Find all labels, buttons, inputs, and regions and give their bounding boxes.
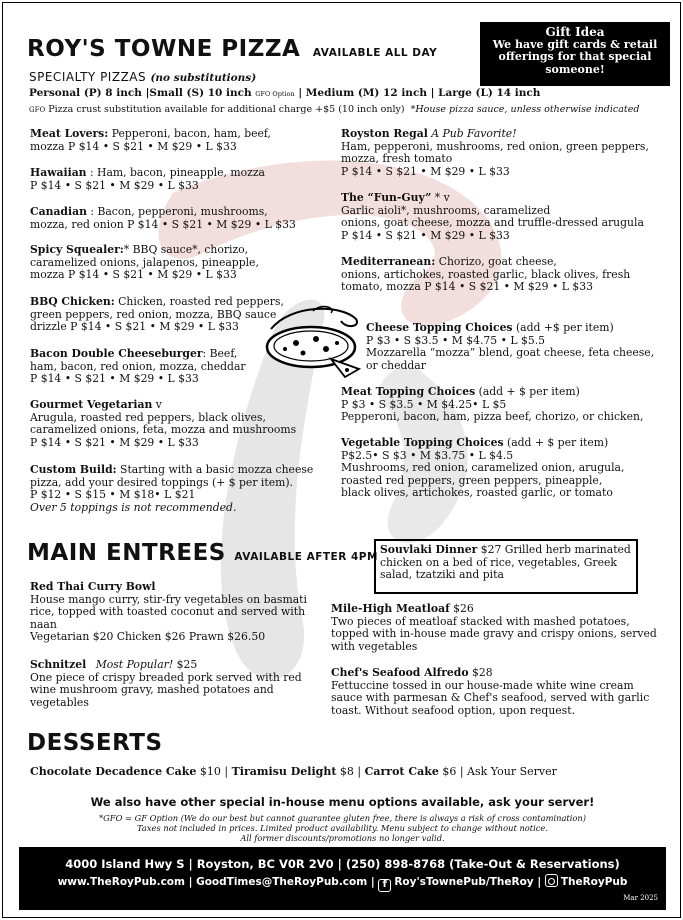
topping-price: P $3 • S $3.5 • M $4.25• L $5 bbox=[341, 397, 507, 411]
entrees-title: MAIN ENTREES bbox=[27, 540, 226, 566]
pizza-price: P $14 • S $21 • M $29 • L $33 bbox=[30, 372, 199, 386]
pizza-price: P $14 • S $21 • M $29 • L $33 bbox=[123, 217, 296, 231]
web-line: www.TheRoyPub.com | GoodTimes@TheRoyPub.com | f Roy'sTownePub/TheRoy | TheRoyPub bbox=[57, 876, 628, 890]
entree-price: $25 bbox=[173, 658, 198, 671]
entree-desc: Fettuccine tossed in our house-made white wine cream sauce with parmesan & Chef's seafood, served with garlic toast. Without seafood option, upon request. bbox=[331, 678, 650, 717]
pizza-item bbox=[341, 128, 649, 178]
entrees-available: AVAILABLE AFTER 4PM bbox=[234, 551, 378, 563]
pizza-name: Spicy Squealer: bbox=[30, 243, 124, 256]
entree-name: Souvlaki Dinner bbox=[380, 543, 478, 556]
topping-section bbox=[341, 437, 624, 500]
pizza-desc: Pepperoni, bacon, ham, beef, mozza bbox=[30, 127, 271, 153]
desserts-title: DESSERTS bbox=[27, 730, 163, 756]
pizza-desc: v Arugula, roasted red peppers, black olives, caramelized onions, feta, mozza and mushrooms bbox=[30, 398, 297, 437]
pizza-price: P $14 • S $21 • M $29 • L $33 bbox=[30, 178, 199, 192]
topping-add: (add + $ per item) bbox=[503, 436, 609, 449]
facebook-icon: f bbox=[378, 879, 391, 892]
special-options-note: We also have other special in-house menu options available, ask your server! bbox=[90, 795, 595, 809]
pizza-price: P $14 • S $21 • M $29 • L $33 bbox=[64, 268, 237, 282]
pizza-name: Mediterranean: bbox=[341, 255, 436, 268]
entree-name: Schnitzel bbox=[30, 658, 87, 671]
entree-price: Vegetarian $20 Chicken $26 Prawn $26.50 bbox=[30, 630, 266, 644]
taxes-disclaimer: Taxes not included in prices. Limited product availability. Menu subject to change without notice. bbox=[137, 823, 548, 833]
entree-item bbox=[30, 659, 302, 709]
pizza-price: P $12 • S $15 • M $18• L $21 bbox=[30, 488, 196, 502]
topping-desc: Mozzarella “mozza” blend, goat cheese, feta cheese, or cheddar bbox=[366, 346, 655, 372]
dessert-name: Carrot Cake bbox=[364, 765, 439, 778]
title-text: ROY'S TOWNE PIZZA bbox=[27, 36, 301, 62]
pizza-name: Hawaiian bbox=[30, 166, 87, 179]
souvlaki-box bbox=[374, 539, 638, 594]
topping-name: Vegetable Topping Choices bbox=[341, 436, 504, 449]
topping-price: P $3 • S $3.5 • M $4.75 • L $5.5 bbox=[366, 333, 546, 347]
pizza-tag: * v bbox=[434, 191, 450, 204]
topping-name: Cheese Topping Choices bbox=[366, 321, 513, 334]
entree-item bbox=[331, 667, 649, 717]
pizza-item bbox=[30, 464, 313, 514]
pizza-name: Meat Lovers: bbox=[30, 127, 109, 140]
topping-add: (add +$ per item) bbox=[512, 321, 614, 334]
pizza-item bbox=[30, 348, 246, 386]
pizza-desc: : Bacon, pepperoni, mushrooms, mozza, red onion bbox=[30, 205, 268, 231]
dessert-price: $6 | Ask Your Server bbox=[438, 765, 557, 778]
discounts-disclaimer: All former discounts/promotions no longer valid. bbox=[240, 833, 445, 843]
dessert-name: Tiramisu Delight bbox=[231, 765, 337, 778]
crust-note-line bbox=[29, 104, 639, 115]
pizza-name: Royston Regal bbox=[341, 127, 428, 140]
pizza-item bbox=[30, 244, 259, 282]
dessert-name: Chocolate Decadence Cake bbox=[30, 765, 197, 778]
custom-build-note: Over 5 toppings is not recommended. bbox=[30, 500, 237, 514]
entree-name: Mile-High Meatloaf bbox=[331, 602, 450, 615]
pizza-item bbox=[341, 256, 630, 294]
pizza-item bbox=[341, 192, 644, 242]
dessert-price: $8 | bbox=[336, 765, 365, 778]
gift-text: We have gift cards & retail offerings for that special someone! bbox=[492, 37, 658, 76]
entree-price: $28 bbox=[468, 666, 493, 679]
gfo-option-small: GFO Option bbox=[255, 90, 295, 98]
pizza-price: P $14 • S $21 • M $29 • L $33 bbox=[30, 435, 199, 449]
pizza-item bbox=[30, 206, 296, 231]
pizza-tag: A Pub Favorite! bbox=[431, 127, 517, 140]
pizza-desc: : Ham, bacon, pineapple, mozza bbox=[86, 166, 265, 179]
instagram-icon bbox=[545, 874, 558, 887]
facebook-handle[interactable]: Roy'sTownePub/TheRoy bbox=[394, 876, 534, 888]
entree-price: $26 bbox=[449, 602, 474, 615]
pizza-desc: Ham, pepperoni, mushrooms, red onion, green peppers, mozza, fresh tomato bbox=[341, 139, 649, 166]
pizza-desc: * BBQ sauce*, chorizo, caramelized onions, jalapenos, pineapple, mozza bbox=[30, 243, 259, 282]
pizza-desc: Garlic aioli*, mushrooms, caramelized onions, goat cheese, mozza and truffle-dressed arugula bbox=[341, 203, 644, 230]
address-line: 4000 Island Hwy S | Royston, BC V0R 2V0 | (250) 898-8768 (Take-Out & Reservations) bbox=[65, 857, 620, 871]
entrees-heading bbox=[27, 540, 378, 566]
gift-idea-box bbox=[480, 22, 670, 86]
entree-desc: House mango curry, stir-fry vegetables on basmati rice, topped with toasted coconut and served with naan bbox=[30, 592, 307, 631]
topping-name: Meat Topping Choices bbox=[341, 385, 476, 398]
topping-add: (add + $ per item) bbox=[475, 385, 580, 398]
pizza-name: Canadian bbox=[30, 205, 87, 218]
pizza-name: BBQ Chicken: bbox=[30, 295, 115, 308]
gfo-prefix: GFO bbox=[29, 106, 46, 114]
restaurant-title bbox=[27, 36, 437, 62]
pizza-desc: Chicken, roasted red peppers, green peppers, red onion, mozza, BBQ sauce drizzle bbox=[30, 295, 284, 334]
pizza-name: The “Fun-Guy” bbox=[341, 191, 432, 204]
gift-heading: Gift Idea bbox=[545, 25, 605, 39]
pizza-name: Gourmet Vegetarian bbox=[30, 398, 153, 411]
contact-footer bbox=[19, 847, 666, 910]
topping-desc: Mushrooms, red onion, caramelized onion, arugula, roasted red peppers, green peppers, pineapple, black olives, artichokes, roasted garlic, or tomato bbox=[341, 461, 625, 500]
pizza-desc: : Beef, ham, bacon, red onion, mozza, cheddar bbox=[30, 347, 246, 373]
entree-name: Red Thai Curry Bowl bbox=[30, 580, 156, 593]
pizza-item bbox=[30, 128, 271, 153]
pizza-item bbox=[30, 167, 265, 192]
pizza-price: P $14 • S $21 • M $29 • L $33 bbox=[341, 164, 510, 178]
menu-page bbox=[2, 2, 681, 918]
sizes-b: | Medium (M) 12 inch | Large (L) 14 inch bbox=[298, 87, 541, 99]
entree-desc: One piece of crispy breaded pork served with red wine mushroom gravy, mashed potatoes and vegetables bbox=[30, 670, 302, 709]
pizza-item bbox=[30, 296, 284, 334]
instagram-handle[interactable]: TheRoyPub bbox=[560, 876, 628, 888]
pizza-price: P $14 • S $21 • M $29 • L $33 bbox=[64, 139, 237, 153]
specialty-heading bbox=[29, 70, 256, 84]
website-email[interactable]: www.TheRoyPub.com | GoodTimes@TheRoyPub.com | bbox=[57, 876, 379, 888]
topping-price: P$2.5• S $3 • M $3.75 • L $4.5 bbox=[341, 448, 514, 462]
entree-tag: Most Popular! bbox=[95, 658, 174, 671]
available-all-day: AVAILABLE ALL DAY bbox=[312, 47, 438, 59]
desserts-line bbox=[30, 765, 557, 778]
topping-section bbox=[366, 322, 654, 372]
pizza-name: Custom Build: bbox=[30, 463, 117, 476]
entree-desc: Two pieces of meatloaf stacked with mashed potatoes, topped with in-house made gravy and crispy onions, served with vegetables bbox=[331, 614, 657, 653]
specialty-note: (no substitutions) bbox=[150, 72, 257, 84]
pizza-item bbox=[30, 399, 296, 449]
entree-price: $27 bbox=[477, 543, 502, 556]
entree-item bbox=[30, 581, 307, 644]
pizza-name: Bacon Double Cheeseburger bbox=[30, 347, 203, 360]
entree-desc: Grilled herb marinated chicken on a bed of rice, vegetables, Greek salad, tzatziki and pita bbox=[380, 543, 631, 582]
house-sauce-note: *House pizza sauce, unless otherwise indicated bbox=[410, 104, 640, 115]
pizza-desc: Starting with a basic mozza cheese pizza, add your desired toppings (+ $ per item). bbox=[30, 463, 314, 489]
topping-section bbox=[341, 386, 643, 424]
menu-date: Mar 2025 bbox=[623, 894, 658, 902]
pizza-illustration-icon bbox=[261, 299, 365, 379]
pizza-price: P $14 • S $21 • M $29 • L $33 bbox=[420, 280, 593, 294]
pizza-price: P $14 • S $21 • M $29 • L $33 bbox=[66, 320, 239, 334]
entree-name: Chef's Seafood Alfredo bbox=[331, 666, 469, 679]
sizes-line bbox=[29, 87, 540, 99]
crust-note: Pizza crust substitution available for additional charge +$5 (10 inch only) bbox=[48, 104, 405, 115]
pizza-desc: Chorizo, goat cheese, onions, artichokes, roasted garlic, black olives, fresh tomato, mozza bbox=[341, 255, 631, 294]
dessert-price: $10 | bbox=[196, 765, 232, 778]
gfo-disclaimer: *GFO = GF Option (We do our best but cannot guarantee gluten free, there is always a risk of cross contamination) bbox=[99, 813, 586, 823]
entree-item bbox=[331, 603, 657, 653]
topping-desc: Pepperoni, bacon, ham, pizza beef, chorizo, or chicken, bbox=[341, 410, 644, 424]
sizes-a: Personal (P) 8 inch |Small (S) 10 inch bbox=[29, 87, 252, 99]
pizza-price: P $14 • S $21 • M $29 • L $33 bbox=[341, 228, 510, 242]
specialty-label: SPECIALTY PIZZAS bbox=[29, 70, 147, 84]
